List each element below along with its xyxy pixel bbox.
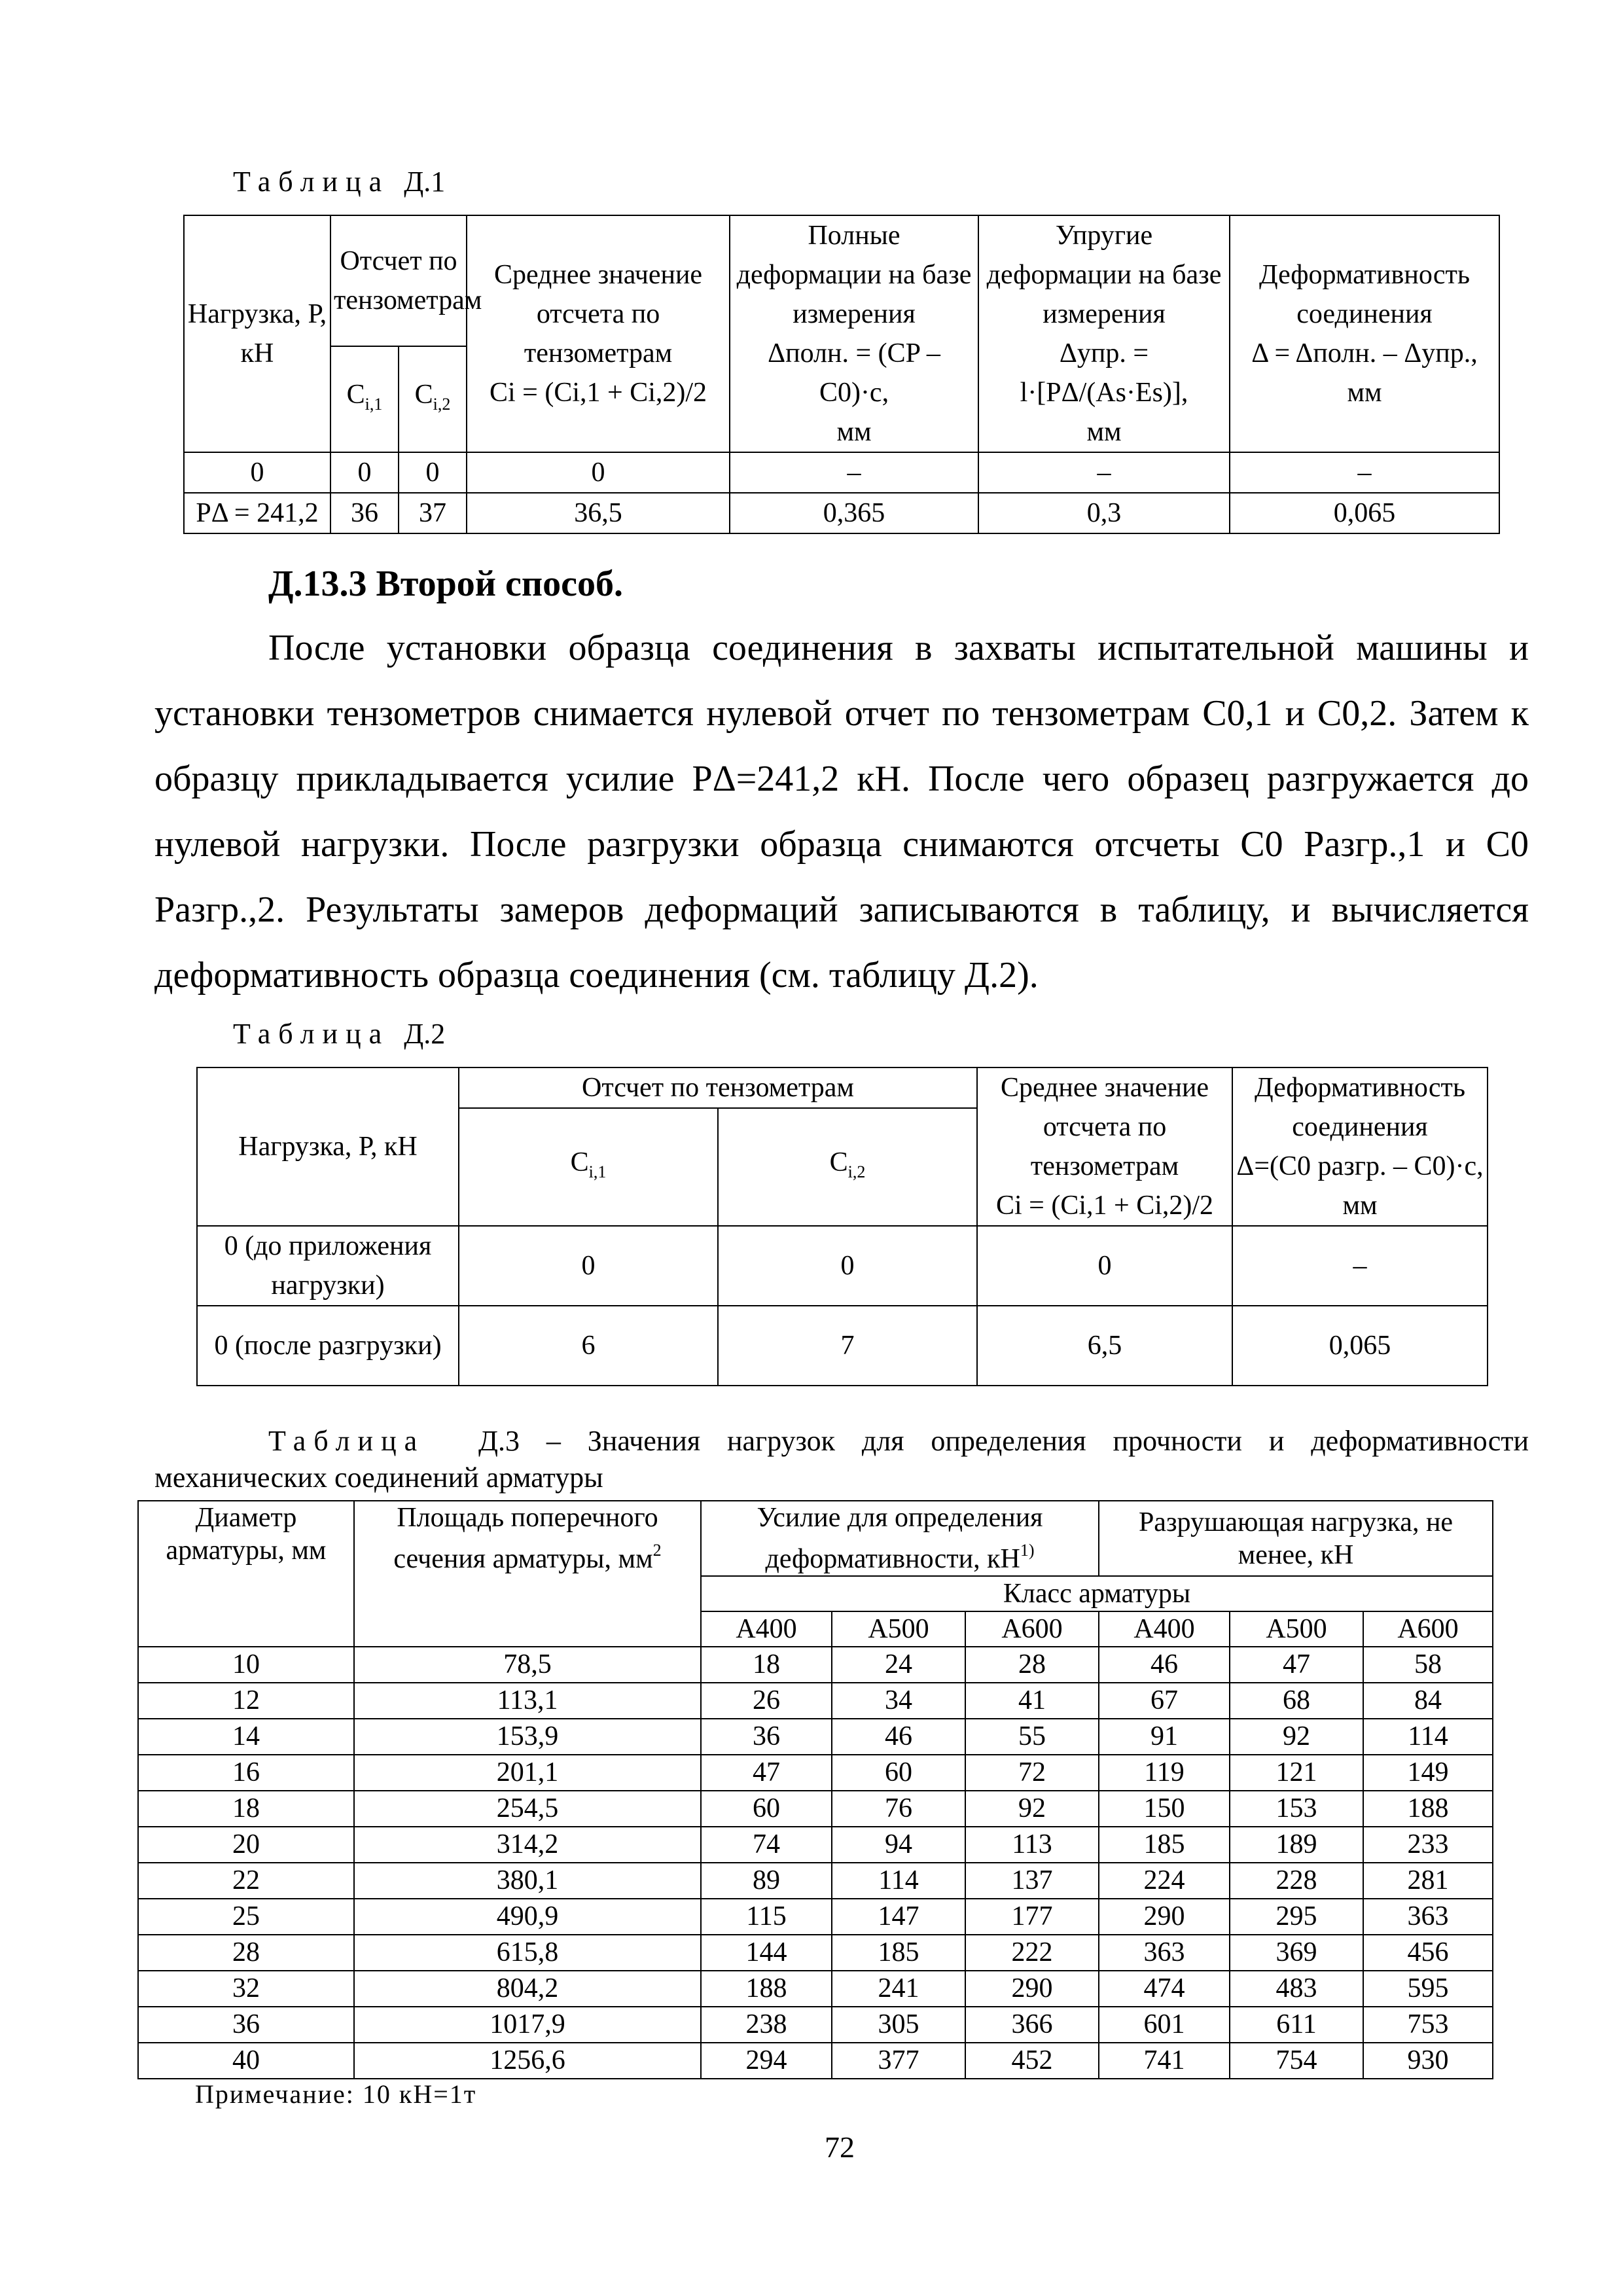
table-row: 28 615,8 144 185 222 363 369 456: [138, 1935, 1493, 1971]
t1-header-mean: Среднее значение отсчета по тензометрам Ci = (Ci,1 + Ci,2)/2: [467, 215, 730, 452]
t1-header-full: Полные деформации на базе измерения Δполн. = (CP – C0)·c, мм: [730, 215, 978, 452]
t3-class-a400-break: A400: [1099, 1611, 1230, 1647]
table-row: 14 153,9 36 46 55 91 92 114: [138, 1719, 1493, 1755]
table-row: 32 804,2 188 241 290 474 483 595: [138, 1971, 1493, 2007]
table-row: PΔ = 241,2 36 37 36,5 0,365 0,3 0,065: [184, 493, 1499, 533]
t3-class-a500-break: A500: [1230, 1611, 1363, 1647]
t3-header-area: Площадь поперечного сечения арматуры, $мм^2$: [354, 1501, 701, 1647]
table-row: 16 201,1 47 60 72 119 121 149: [138, 1755, 1493, 1791]
table-row: 0 (до приложения нагрузки) 0 0 0 –: [197, 1226, 1488, 1306]
table-row: 0 0 0 0 – – –: [184, 452, 1499, 493]
t2-header-mean: Среднее значение отсчета по тензометрам Ci = (Ci,1 + Ci,2)/2: [977, 1067, 1232, 1226]
t2-header-deform: Деформативность соединения Δ=(C0 разгр. – C0)·c, мм: [1232, 1067, 1488, 1226]
t3-class-a600-break: A600: [1363, 1611, 1493, 1647]
t3-class-a400: A400: [701, 1611, 832, 1647]
t1-header-elastic: Упругие деформации на базе измерения Δупр. = l·[PΔ/(As·Es)], мм: [978, 215, 1230, 452]
t3-class-a500: A500: [832, 1611, 965, 1647]
table3-caption-line2: механических соединений арматуры: [154, 1462, 603, 1494]
t1-header-load: Нагрузка, Р, кН: [184, 215, 330, 452]
t3-header-diameter: Диаметр арматуры, мм: [138, 1501, 354, 1647]
table-row: 20 314,2 74 94 113 185 189 233: [138, 1827, 1493, 1863]
t3-header-force: Усилие для определения деформативности, $кН^{1)}$: [701, 1501, 1099, 1576]
table-row: 36 1017,9 238 305 366 601 611 753: [138, 2007, 1493, 2043]
section-paragraph: После установки образца соединения в захваты испытательной машины и установки тензометров снимается нулевой отчет по тензометрам C0,1 и C0,2. Затем к образцу прикладывается усилие PΔ=241,2 кН. После чего образец разгружается до нулевой нагрузки. После разгрузки образца снимаются отсчеты C0 Разгр.,1 и C0 Разгр.,2. Результаты замеров деформаций записываются в таблицу, и вычисляется деформативность образца соединения (см. таблицу Д.2).: [154, 628, 1529, 996]
table-d2: [196, 1067, 1488, 1386]
table-d1: [183, 215, 1500, 534]
t3-header-class: Класс арматуры: [701, 1576, 1493, 1611]
t1-header-ci1: $C_{i,1}$: [330, 346, 399, 452]
table3-note: Примечание: 10 кН=1т: [195, 2079, 477, 2109]
table3-caption: Таблица Д.3 – Значения нагрузок для определения прочности и деформативности: [268, 1425, 1529, 1457]
table-row: 18 254,5 60 76 92 150 153 188: [138, 1791, 1493, 1827]
t3-header-break: Разрушающая нагрузка, не менее, кН: [1099, 1501, 1493, 1576]
t1-header-ci2: $C_{i,2}$: [399, 346, 467, 452]
table-row: 22 380,1 89 114 137 224 228 281: [138, 1863, 1493, 1899]
t2-header-ci2: $C_{i,2}$: [718, 1108, 977, 1226]
t2-header-load: Нагрузка, Р, кН: [197, 1067, 459, 1226]
section-title: Д.13.3 Второй способ.: [268, 564, 624, 604]
table1-caption: Таблица Д.1: [233, 166, 446, 198]
t3-class-a600: A600: [965, 1611, 1099, 1647]
table-row: 40 1256,6 294 377 452 741 754 930: [138, 2043, 1493, 2079]
page-number: 72: [825, 2130, 855, 2164]
table-row: 10 78,5 18 24 28 46 47 58: [138, 1647, 1493, 1683]
table-row: 25 490,9 115 147 177 290 295 363: [138, 1899, 1493, 1935]
t2-header-ci1: $C_{i,1}$: [459, 1108, 718, 1226]
t2-header-reading: Отсчет по тензометрам: [459, 1067, 977, 1108]
t1-header-reading: Отсчет по тензометрам: [330, 215, 467, 346]
table-row: 12 113,1 26 34 41 67 68 84: [138, 1683, 1493, 1719]
t1-header-deform: Деформативность соединения Δ = Δполн. – Δупр., мм: [1230, 215, 1499, 452]
table-row: 0 (после разгрузки) 6 7 6,5 0,065: [197, 1306, 1488, 1386]
table2-caption: Таблица Д.2: [233, 1018, 446, 1050]
table-d3: [137, 1500, 1493, 2079]
